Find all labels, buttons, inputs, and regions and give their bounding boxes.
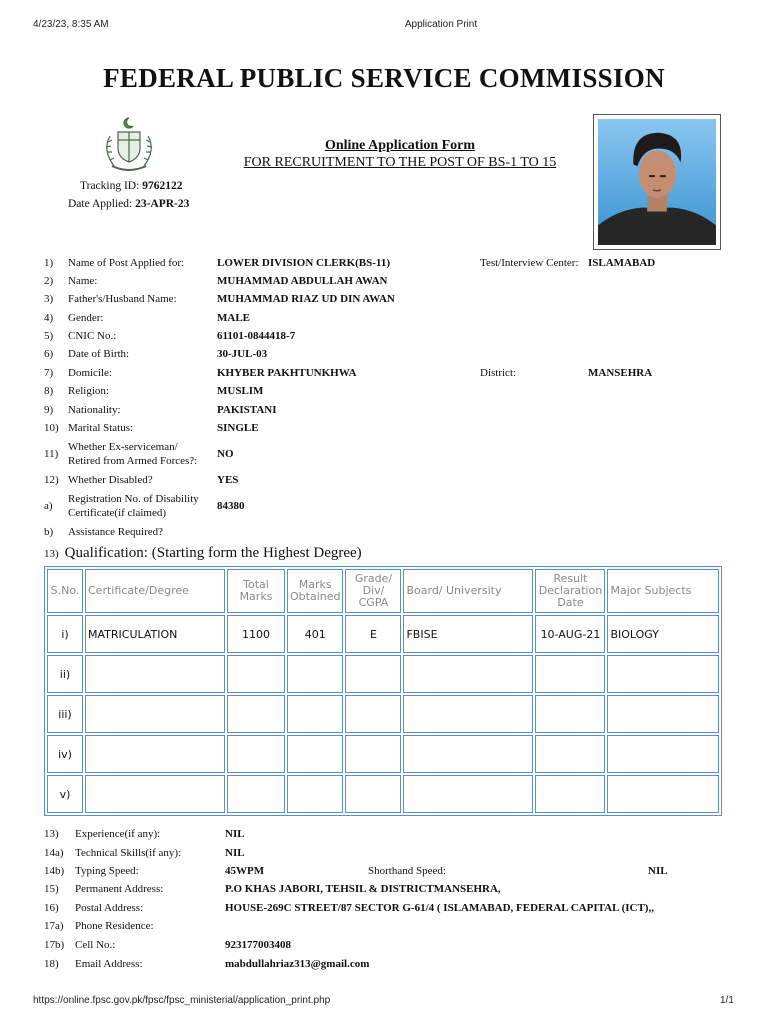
field-value: 84380 [217,500,245,512]
field-value: P.O KHAS JABORI, TEHSIL & DISTRICTMANSEHRA, [225,883,501,895]
field-father-name [44,293,734,311]
field-number: 4) [44,312,54,324]
date-applied-label: Date Applied: [68,198,133,210]
field-label: Experience(if any): [75,828,161,840]
cell-grade [345,695,401,733]
form-title: Online Application Form [324,138,476,153]
field-label-line-2: Certificate(if claimed) [68,507,167,519]
cell-board [403,775,533,813]
field-disabled [44,474,734,492]
field-value: NIL [225,828,245,840]
field-label: Email Address: [75,958,143,970]
field-label: Gender: [68,312,104,324]
field-number: 14a) [44,847,64,859]
field-value: 45WPM [225,865,265,877]
cell-marks-obtained [287,735,343,773]
field-cnic [44,330,734,348]
column-header: Major Subjects [607,569,719,613]
field-label: Assistance Required? [68,526,163,538]
table-row [47,695,719,733]
cell-board [403,695,533,733]
field-date-of-birth [44,348,734,366]
field-number: 8) [44,385,54,397]
column-header: Grade/ Div/ CGPA [345,569,401,613]
field-value: KHYBER PAKHTUNKHWA [217,367,357,379]
field-label-shorthand-speed: Shorthand Speed: [368,865,446,877]
cell-total-marks [227,655,285,693]
date-applied [68,198,189,210]
field-number: 14b) [44,865,65,877]
cell-grade [345,735,401,773]
table-row [47,655,719,693]
cell-total-marks: 1100 [227,615,285,653]
cell-sno: iii) [47,695,83,733]
cell-major-subjects: BIOLOGY [607,615,719,653]
field-value: YES [217,474,239,486]
cell-major-subjects [607,695,719,733]
cell-result-date [535,655,605,693]
cell-board: FBISE [403,615,533,653]
field-number: 3) [44,293,54,305]
field-value: 61101-0844418-7 [217,330,296,342]
field-label-line-2: Retired from Armed Forces?: [68,455,198,467]
field-name [44,275,734,293]
applicant-photo [593,114,721,250]
cell-degree [85,735,225,773]
field-value: SINGLE [217,422,259,434]
field-label: Whether Disabled? [68,474,153,486]
print-page-title: Application Print [404,19,478,30]
field-number: 11) [44,448,59,460]
cell-marks-obtained [287,775,343,813]
field-label: Postal Address: [75,902,144,914]
cell-result-date [535,775,605,813]
field-label-line-1: Registration No. of Disability [68,493,199,505]
tracking-id-label: Tracking ID: [80,180,140,192]
field-disability-certificate [44,493,734,523]
field-number: 18) [44,958,59,970]
cell-grade: E [345,615,401,653]
cell-result-date [535,735,605,773]
cell-board [403,735,533,773]
field-label: Marital Status: [68,422,134,434]
field-label: Name: [68,275,98,287]
form-title-block [220,138,580,171]
field-value-shorthand-speed: NIL [648,865,668,877]
field-number: 10) [44,422,59,434]
cell-major-subjects [607,735,719,773]
field-post-applied [44,257,734,275]
field-value: MUSLIM [217,385,264,397]
field-label: Religion: [68,385,109,397]
field-label: Father's/Husband Name: [68,293,177,305]
field-number: 7) [44,367,54,379]
cell-total-marks [227,735,285,773]
field-gender [44,312,734,330]
cell-degree [85,655,225,693]
cell-degree [85,695,225,733]
cell-result-date [535,695,605,733]
date-applied-value: 23-APR-23 [135,198,190,210]
cell-result-date: 10-AUG-21 [535,615,605,653]
qualification-table [44,566,722,816]
field-assistance-required [44,526,734,544]
field-value: LOWER DIVISION CLERK(BS-11) [217,257,390,269]
field-nationality [44,404,734,422]
field-label: Cell No.: [75,939,116,951]
field-value: mabdullahriaz313@gmail.com [225,958,370,970]
field-label: Name of Post Applied for: [68,257,185,269]
field-label: Domicile: [68,367,112,379]
column-header: S.No. [47,569,83,613]
print-page-count: 1/1 [720,995,734,1006]
field-number: b) [44,526,54,538]
qualification-heading [44,545,362,562]
print-url: https://online.fpsc.gov.pk/fpsc/fpsc_ministerial/application_print.php [33,995,331,1006]
cell-total-marks [227,695,285,733]
column-header: Certificate/Degree [85,569,225,613]
field-number: 9) [44,404,54,416]
cell-marks-obtained: 401 [287,615,343,653]
field-label: Phone Residence: [75,920,154,932]
field-label-district: District: [480,367,517,379]
cell-marks-obtained [287,655,343,693]
field-value: 30-JUL-03 [217,348,268,360]
field-religion [44,385,734,403]
field-label: Typing Speed: [75,865,139,877]
field-value: 923177003408 [225,939,291,951]
cell-degree: MATRICULATION [85,615,225,653]
field-label-test-center: Test/Interview Center: [480,257,579,269]
qualification-heading-text: Qualification: (Starting form the Highest Degree) [64,545,362,561]
field-value: MALE [217,312,250,324]
cell-major-subjects [607,775,719,813]
column-header: Total Marks [227,569,285,613]
field-value: HOUSE-269C STREET/87 SECTOR G-61/4 ( ISLAMABAD, FEDERAL CAPITAL (ICT),, [225,902,654,914]
qualification-number: 13) [44,548,59,560]
field-domicile [44,367,734,385]
field-number: 13) [44,828,59,840]
field-label: Date of Birth: [68,348,130,360]
field-number: 17b) [44,939,65,951]
table-row [47,735,719,773]
field-label-line-1: Whether Ex-serviceman/ [68,441,178,453]
field-number: 12) [44,474,59,486]
document-title: FEDERAL PUBLIC SERVICE COMMISSION [103,63,665,93]
cell-sno: iv) [47,735,83,773]
field-number: a) [44,500,53,512]
field-value-district: MANSEHRA [588,367,653,379]
cell-sno: ii) [47,655,83,693]
cell-major-subjects [607,655,719,693]
field-value: NO [217,448,234,460]
field-number: 16) [44,902,59,914]
field-number: 5) [44,330,54,342]
field-label: Technical Skills(if any): [75,847,182,859]
tracking-id-value: 9762122 [142,180,183,192]
field-number: 6) [44,348,54,360]
field-value: PAKISTANI [217,404,277,416]
field-number: 2) [44,275,54,287]
table-row [47,615,719,653]
field-value: MUHAMMAD ABDULLAH AWAN [217,275,388,287]
cell-grade [345,655,401,693]
field-label: CNIC No.: [68,330,117,342]
print-datetime: 4/23/23, 8:35 AM [33,19,109,30]
cell-grade [345,775,401,813]
field-number: 15) [44,883,59,895]
field-number: 17a) [44,920,64,932]
cell-sno: i) [47,615,83,653]
field-value-test-center: ISLAMABAD [588,257,656,269]
table-row [47,775,719,813]
field-label: Nationality: [68,404,121,416]
field-number: 1) [44,257,54,269]
cell-degree [85,775,225,813]
cell-total-marks [227,775,285,813]
cell-sno: v) [47,775,83,813]
form-subtitle: FOR RECRUITMENT TO THE POST OF BS-1 TO 15 [243,155,557,170]
cell-marks-obtained [287,695,343,733]
field-value: MUHAMMAD RIAZ UD DIN AWAN [217,293,395,305]
pakistan-state-emblem-icon [98,114,160,176]
table-header-row [47,569,719,613]
field-marital-status [44,422,734,440]
field-value: NIL [225,847,245,859]
field-label: Permanent Address: [75,883,164,895]
field-ex-serviceman [44,441,734,471]
cell-board [403,655,533,693]
column-header: Board/ University [403,569,533,613]
column-header: Marks Obtained [287,569,343,613]
column-header: Result Declaration Date [535,569,605,613]
tracking-id [80,180,182,192]
